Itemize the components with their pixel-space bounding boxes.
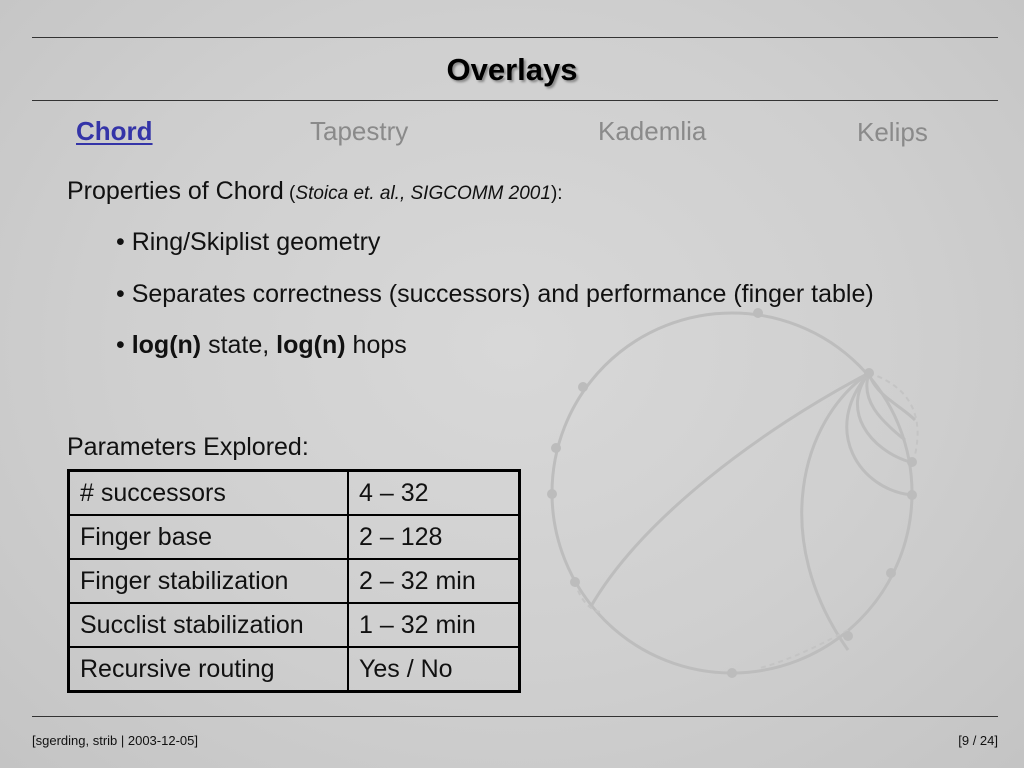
bullet-log-state-hops bbox=[116, 331, 407, 360]
citation-close: ): bbox=[550, 183, 563, 204]
citation-open: ( bbox=[283, 183, 296, 204]
dashed-link bbox=[760, 630, 848, 668]
tab-tapestry[interactable]: Tapestry bbox=[310, 116, 409, 146]
ring-node bbox=[551, 443, 561, 453]
param-name: # successors bbox=[69, 471, 349, 516]
bullet-ring-geometry: • Ring/Skiplist geometry bbox=[116, 228, 381, 256]
log-n-hops: log(n) bbox=[276, 331, 346, 359]
title-rule bbox=[32, 100, 998, 101]
param-value: 2 – 128 bbox=[348, 515, 520, 559]
ring-node bbox=[578, 382, 588, 392]
finger-link bbox=[590, 373, 869, 608]
properties-heading bbox=[67, 177, 563, 206]
footer-rule bbox=[32, 716, 998, 717]
table-row bbox=[69, 603, 520, 647]
slide-title: Overlays bbox=[446, 52, 578, 87]
ring-node bbox=[907, 457, 917, 467]
properties-heading-text: Properties of Chord bbox=[67, 177, 284, 205]
footer-authors-date: [sgerding, strib | 2003-12-05] bbox=[32, 733, 198, 748]
param-name: Finger base bbox=[69, 515, 349, 559]
log-n-state: log(n) bbox=[131, 331, 202, 359]
ring-node bbox=[864, 368, 874, 378]
ring-node bbox=[907, 490, 917, 500]
table-row bbox=[69, 559, 520, 603]
param-value: 4 – 32 bbox=[348, 471, 520, 516]
table-row bbox=[69, 471, 520, 516]
tab-kademlia[interactable]: Kademlia bbox=[598, 116, 707, 146]
ring-node bbox=[547, 489, 557, 499]
tab-kelips[interactable]: Kelips bbox=[857, 117, 928, 147]
param-value: Yes / No bbox=[348, 647, 520, 692]
param-name: Succlist stabilization bbox=[69, 603, 349, 647]
param-value: 1 – 32 min bbox=[348, 603, 520, 647]
finger-link bbox=[857, 373, 910, 462]
state-text: state, bbox=[201, 331, 277, 359]
ring-node bbox=[843, 631, 853, 641]
param-name: Finger stabilization bbox=[69, 559, 349, 603]
bullet-separates: • Separates correctness (successors) and performance (finger table) bbox=[116, 280, 874, 308]
chord-ring bbox=[552, 313, 912, 673]
tab-chord[interactable]: Chord bbox=[76, 116, 153, 146]
ring-node bbox=[570, 577, 580, 587]
hops-text: hops bbox=[345, 331, 407, 359]
param-name: Recursive routing bbox=[69, 647, 349, 692]
table-row bbox=[69, 515, 520, 559]
top-rule bbox=[32, 37, 998, 38]
bullet-marker: • bbox=[116, 331, 132, 359]
ring-node bbox=[886, 568, 896, 578]
table-row bbox=[69, 647, 520, 692]
param-value: 2 – 32 min bbox=[348, 559, 520, 603]
ring-node bbox=[727, 668, 737, 678]
ring-node bbox=[753, 308, 763, 318]
citation: Stoica et. al., SIGCOMM 2001 bbox=[295, 183, 551, 204]
parameters-table bbox=[67, 469, 521, 693]
parameters-heading: Parameters Explored: bbox=[67, 433, 309, 461]
footer-page-number: [9 / 24] bbox=[958, 733, 998, 748]
